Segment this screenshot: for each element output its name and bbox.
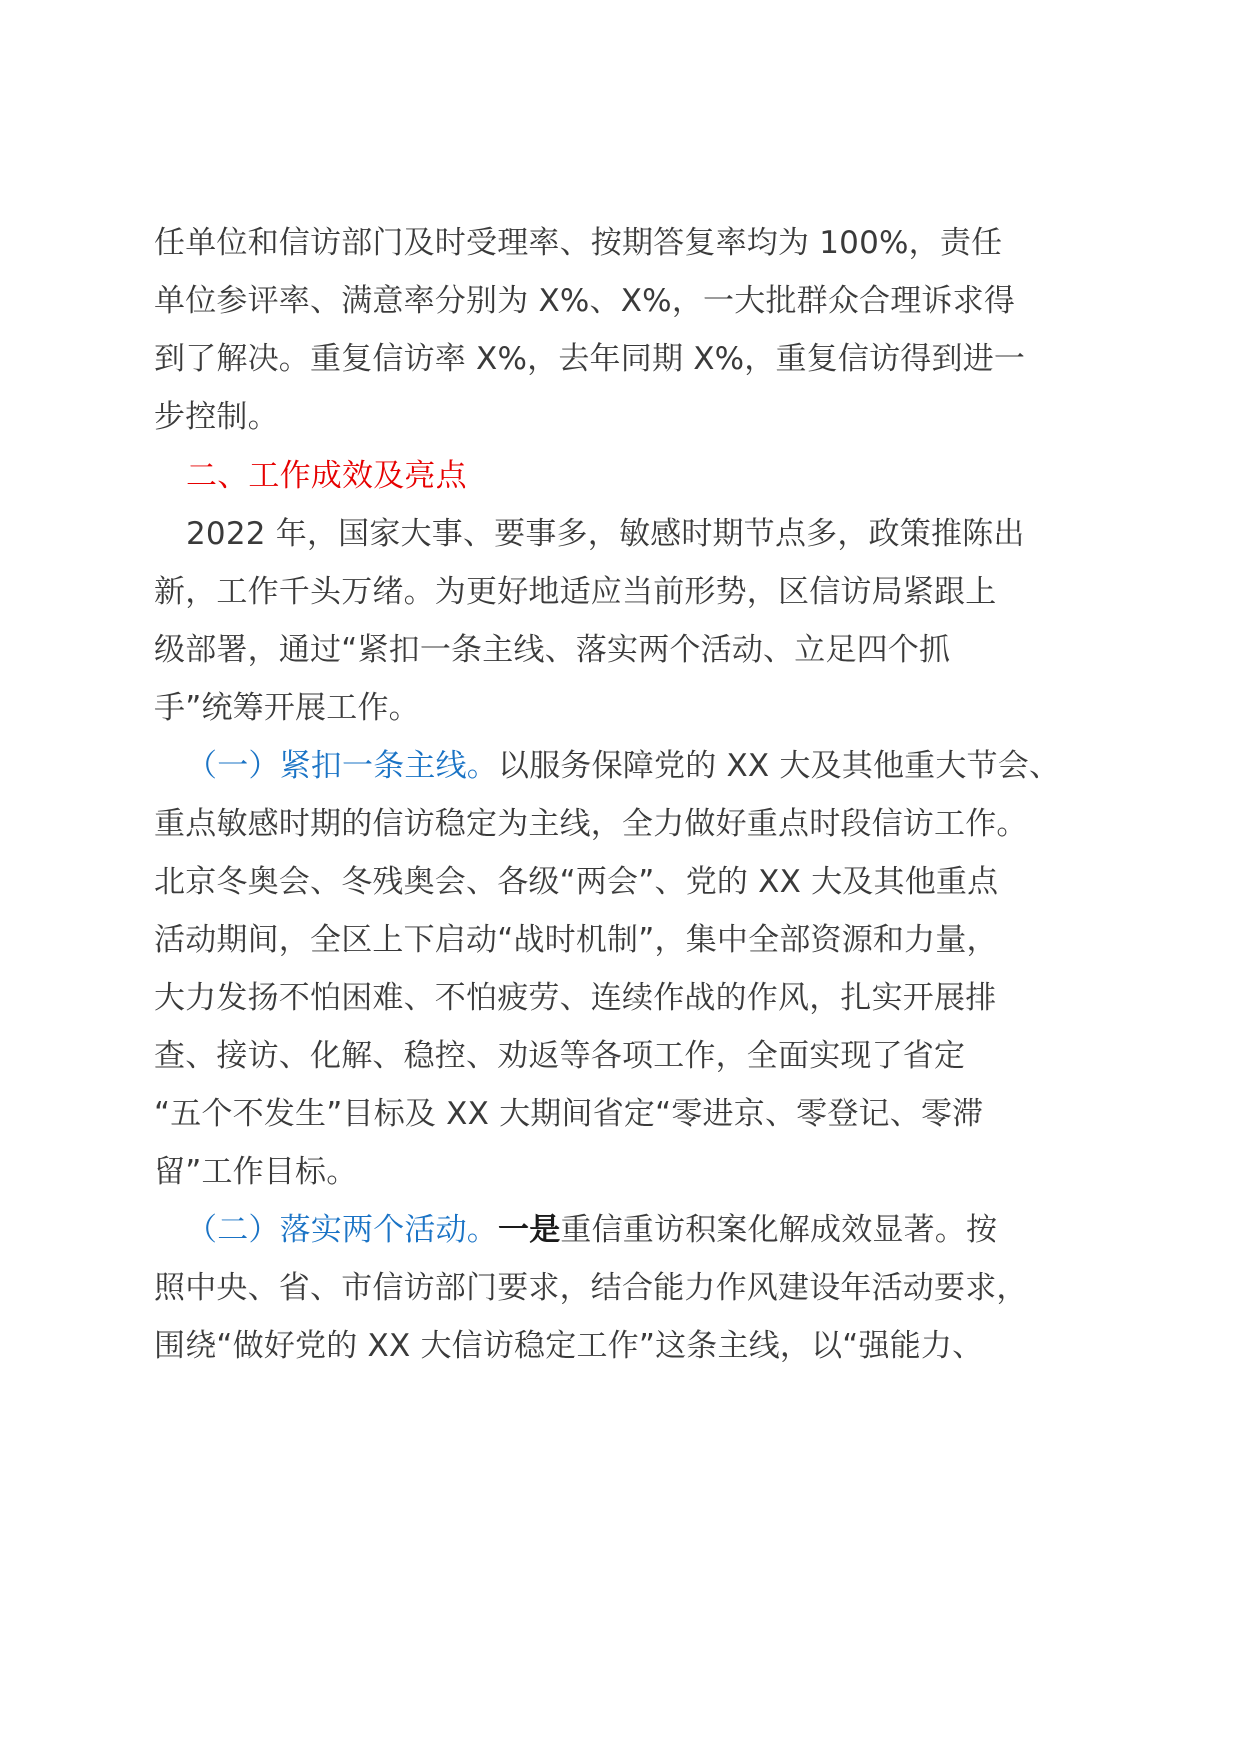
para3-line3: 北京冬奥会、冬残奥会、各级“两会”、党的 XX 大及其他重点 [154, 864, 999, 900]
para4-line2: 照中央、省、市信访部门要求，结合能力作风建设年活动要求， [154, 1270, 1028, 1306]
para3-line7: “五个不发生”目标及 XX 大期间省定“零进京、零登记、零滞 [154, 1096, 984, 1132]
para1-line1: 任单位和信访部门及时受理率、按期答复率均为 100%，责任 [154, 225, 1003, 261]
para1-line3: 到了解决。重复信访率 X%，去年同期 X%，重复信访得到进一 [154, 341, 1026, 377]
para2-line2: 新，工作千头万绪。为更好地适应当前形势，区信访局紧跟上 [154, 574, 997, 610]
para3-line2: 重点敏感时期的信访稳定为主线，全力做好重点时段信访工作。 [154, 806, 1028, 842]
para1-line2: 单位参评率、满意率分别为 X%、X%，一大批群众合理诉求得 [154, 283, 1016, 319]
section-heading: 二、工作成效及亮点 [186, 458, 467, 494]
para3-line4: 活动期间，全区上下启动“战时机制”，集中全部资源和力量， [154, 922, 998, 958]
para3-line1-text: 以服务保障党的 XX 大及其他重大节会、 [498, 748, 1061, 784]
para3-line8: 留”工作目标。 [154, 1154, 358, 1190]
para3-line6: 查、接访、化解、稳控、劝返等各项工作，全面实现了省定 [154, 1038, 966, 1074]
emphasis-first: 一是 [498, 1212, 561, 1248]
para4-line1 [186, 1205, 997, 1255]
para2-line4: 手”统筹开展工作。 [154, 690, 420, 726]
subheading-two: （二）落实两个活动。 [186, 1212, 498, 1248]
para1-line4: 步控制。 [154, 399, 279, 435]
para4-line3: 围绕“做好党的 XX 大信访稳定工作”这条主线，以“强能力、 [154, 1328, 984, 1364]
para3-line5: 大力发扬不怕困难、不怕疲劳、连续作战的作风，扎实开展排 [154, 980, 997, 1016]
subheading-one: （一）紧扣一条主线。 [186, 748, 498, 784]
para2-line1: 2022 年，国家大事、要事多，敏感时期节点多，政策推陈出 [186, 516, 1025, 552]
para4-line1-text: 重信重访积案化解成效显著。按 [560, 1212, 998, 1248]
para2-line3: 级部署，通过“紧扣一条主线、落实两个活动、立足四个抓 [154, 632, 951, 668]
para3-line1 [186, 741, 1060, 791]
